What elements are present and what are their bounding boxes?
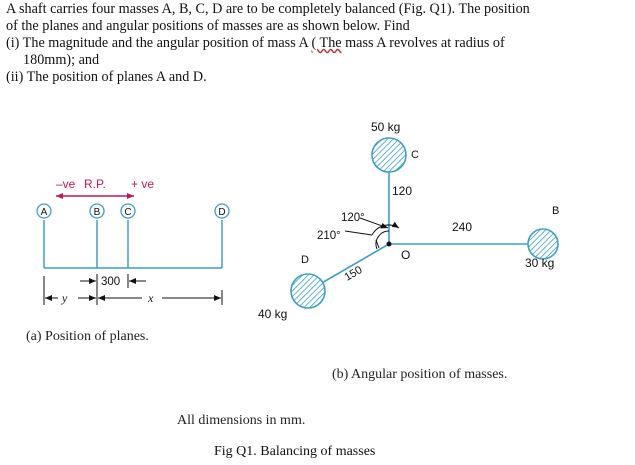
question-line-5: (ii) The position of planes A and D. <box>6 69 207 85</box>
mass-b-label: B <box>552 205 560 217</box>
radius-c-value: 120 <box>392 184 413 198</box>
plane-a-marker <box>37 204 51 218</box>
figure-a-planes <box>26 177 229 344</box>
centre-o-label: O <box>401 248 411 262</box>
question-line-4: 180mm); and <box>23 52 100 68</box>
shaft-centre-point <box>387 242 392 247</box>
reference-plane-label: R.P. <box>84 177 106 191</box>
radius-b-value: 240 <box>452 220 473 234</box>
angle-120-label: 120° <box>341 212 365 224</box>
question-line-2: of the planes and angular positions of masses are as shown below. Find <box>6 18 410 34</box>
plane-c-marker <box>121 204 135 218</box>
figure-title: Fig Q1. Balancing of masses <box>214 444 376 459</box>
mass-d-label: D <box>301 254 309 266</box>
mass-d-value: 40 kg <box>258 307 288 321</box>
dim-x-label: x <box>148 291 154 305</box>
dim-300-label: 300 <box>101 276 121 288</box>
angle-210-leader <box>345 231 372 235</box>
plane-b-marker <box>90 204 104 218</box>
mass-d-disc <box>291 274 325 308</box>
angle-arc-210 <box>372 225 399 235</box>
mass-c-value: 50 kg <box>371 120 401 134</box>
spelling-underline: ( The <box>311 35 342 51</box>
dimensions-note: All dimensions in mm. <box>177 413 306 428</box>
figure-b-caption: (b) Angular position of masses. <box>332 367 508 382</box>
positive-direction-label: + ve <box>131 177 155 191</box>
mass-c-label: C <box>411 149 419 161</box>
plane-d-label: D <box>218 207 226 218</box>
plane-b-label: B <box>93 207 101 218</box>
figure-b-masses <box>258 120 559 382</box>
mass-b-disc <box>528 229 558 259</box>
angle-210-label: 210° <box>317 230 341 242</box>
plane-a-label: A <box>40 207 48 218</box>
dim-y-label: y <box>62 291 68 305</box>
question-line-1: A shaft carries four masses A, B, C, D are to be completely balanced (Fig. Q1). The position <box>6 1 530 17</box>
plane-d-marker <box>215 204 229 218</box>
question-part-i: (i) The magnitude and the angular position of mass A <box>6 35 308 51</box>
radius-d-value: 150 <box>342 264 365 284</box>
plane-c-label: C <box>124 207 132 218</box>
mass-b-value: 30 kg <box>525 256 555 270</box>
figure-a-caption: (a) Position of planes. <box>26 329 149 344</box>
question-part-i-cont: mass A revolves at radius of <box>341 35 505 51</box>
negative-direction-label: –ve <box>56 177 76 191</box>
mass-c-disc <box>372 138 406 172</box>
